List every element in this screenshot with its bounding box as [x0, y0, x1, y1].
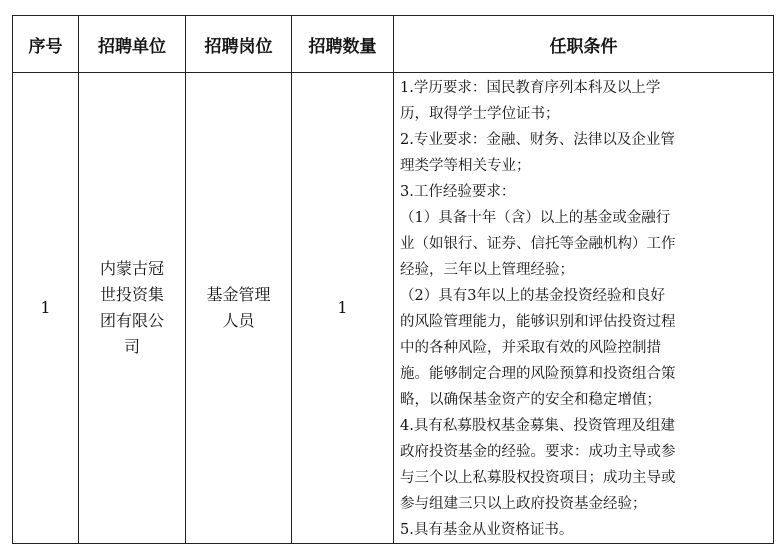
header-seq: 序号: [13, 16, 79, 73]
requirement-line: 1.学历要求：国民教育序列本科及以上学: [400, 80, 661, 96]
unit-line: 团有限公: [99, 311, 164, 330]
recruitment-table: [12, 15, 774, 544]
requirement-line: 3.工作经验要求：: [400, 184, 516, 200]
header-row: [13, 16, 774, 73]
cell-position: [186, 73, 292, 544]
requirement-line: （2）具有3年以上的基金投资经验和良好: [400, 288, 665, 304]
requirement-line: 施。能够制定合理的风险预算和投资组合策: [400, 366, 676, 382]
recruitment-sheet: [12, 15, 774, 544]
requirement-line: （1）具备十年（含）以上的基金或金融行: [400, 210, 671, 226]
header-position: 招聘岗位: [186, 16, 292, 73]
requirement-line: 业（如银行、证券、信托等金融机构）工作: [400, 236, 676, 252]
header-count: 招聘数量: [292, 16, 394, 73]
requirement-line: 4.具有私募股权基金募集、投资管理及组建: [400, 418, 675, 434]
header-unit: 招聘单位: [79, 16, 186, 73]
position-text: [206, 282, 270, 334]
requirement-line: 参与组建三只以上政府投资基金经验；: [400, 496, 647, 512]
unit-line: 司: [123, 337, 140, 356]
cell-count: 1: [292, 73, 394, 544]
requirement-line: 理类学等相关专业；: [400, 158, 531, 174]
requirement-line: 经验，三年以上管理经验；: [400, 262, 574, 278]
unit-line: 世投资集: [99, 285, 164, 304]
position-line: 基金管理: [206, 285, 271, 304]
requirement-line: 的风险管理能力，能够识别和评估投资过程: [400, 314, 676, 330]
requirement-line: 与三个以上私募股权投资项目；成功主导或: [400, 470, 676, 486]
requirement-line: 中的各种风险，并采取有效的风险控制措: [400, 340, 661, 356]
requirement-line: 5.具有基金从业资格证书。: [400, 522, 574, 538]
cell-unit: [79, 73, 186, 544]
requirement-line: 2.专业要求：金融、财务、法律以及企业管: [400, 132, 675, 148]
cell-seq: 1: [13, 73, 79, 544]
unit-line: 内蒙古冠: [99, 259, 164, 278]
requirement-line: 历，取得学士学位证书；: [400, 106, 560, 122]
position-line: 人员: [222, 311, 255, 330]
requirement-line: 政府投资基金的经验。要求：成功主导或参: [400, 444, 676, 460]
requirement-line: 略，以确保基金资产的安全和稳定增值；: [400, 392, 661, 408]
table-row: [13, 73, 774, 544]
header-requirements: 任职条件: [394, 16, 774, 73]
cell-requirements: [394, 73, 774, 544]
unit-text: [100, 256, 164, 360]
